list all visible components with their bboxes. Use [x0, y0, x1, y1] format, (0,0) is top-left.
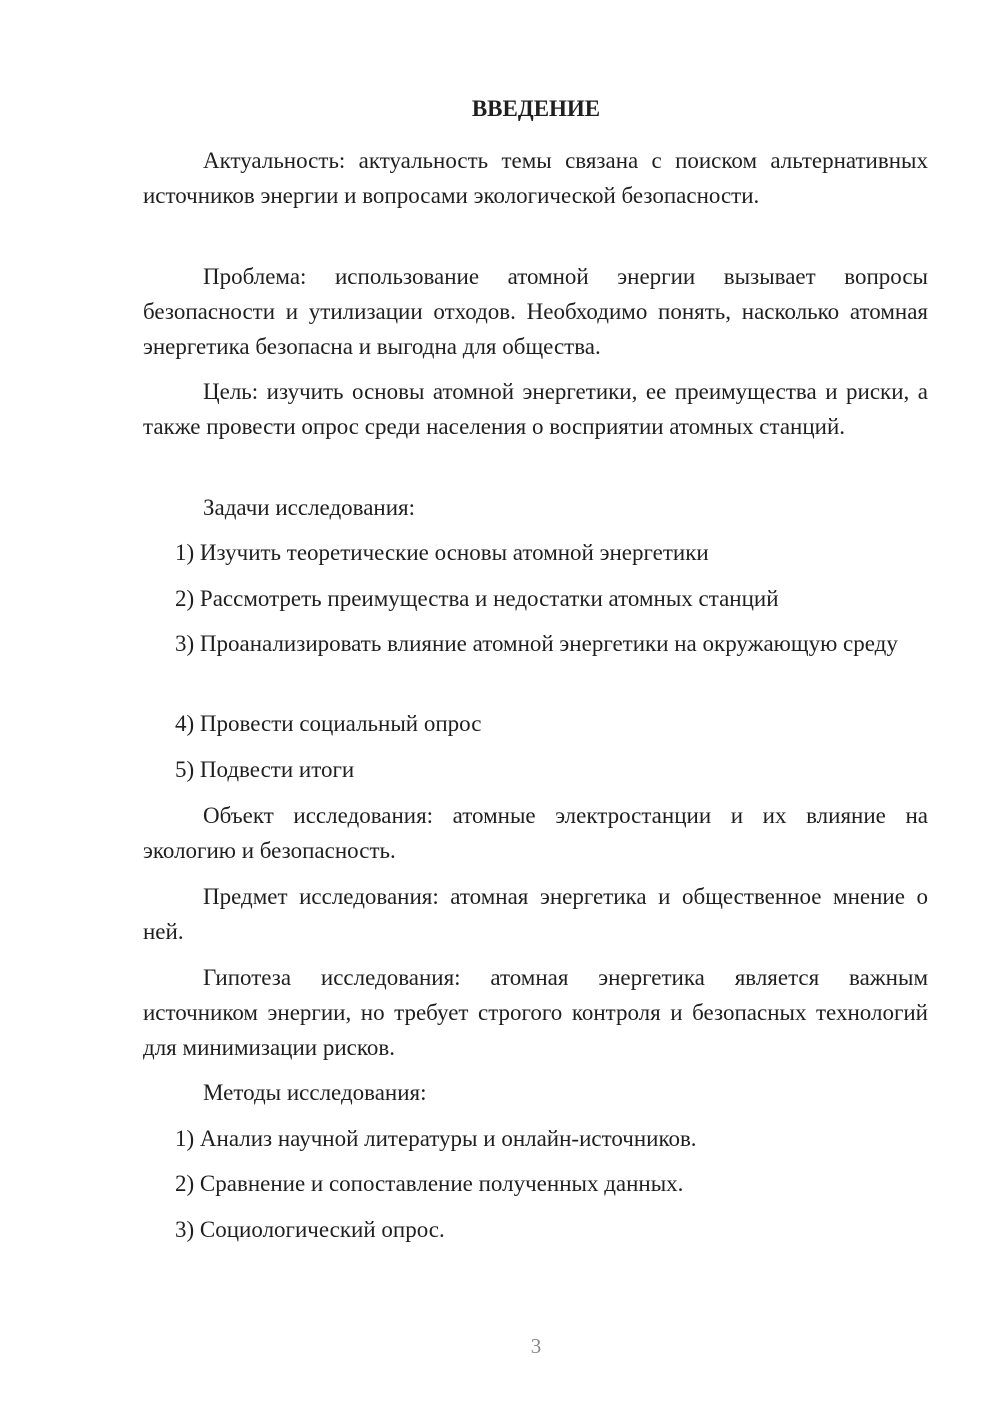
- method-item-3: 3) Социологический опрос.: [175, 1217, 445, 1242]
- subject-paragraph: Предмет исследования: атомная энергетика и общественное мнение о ней.: [143, 884, 928, 944]
- section-heading: ВВЕДЕНИЕ: [471, 96, 601, 121]
- method-item-2: 2) Сравнение и сопоставление полученных данных.: [175, 1171, 684, 1196]
- page-number: 3: [530, 1334, 542, 1358]
- task-item-3: 3) Проанализировать влияние атомной энергетики на окружающую среду: [175, 631, 898, 656]
- methods-heading: Методы исследования:: [203, 1080, 427, 1105]
- task-item-4: 4) Провести социальный опрос: [175, 711, 482, 736]
- task-item-2: 2) Рассмотреть преимущества и недостатки атомных станций: [175, 586, 779, 611]
- method-item-1: 1) Анализ научной литературы и онлайн-источников.: [175, 1126, 697, 1151]
- task-item-1: 1) Изучить теоретические основы атомной энергетики: [175, 540, 709, 565]
- goal-paragraph: Цель: изучить основы атомной энергетики, ее преимущества и риски, а также провести опрос среди населения о восприятии атомных станций.: [143, 379, 928, 439]
- relevance-paragraph: Актуальность: актуальность темы связана с поиском альтернативных источников энергии и вопросами экологической безопасности.: [143, 148, 928, 208]
- hypothesis-paragraph: Гипотеза исследования: атомная энергетика является важным источником энергии, но требует строгого контроля и безопасных технологий для минимизации рисков.: [143, 965, 928, 1060]
- task-item-5: 5) Подвести итоги: [175, 757, 355, 782]
- problem-paragraph: Проблема: использование атомной энергии вызывает вопросы безопасности и утилизации отходов. Необходимо понять, насколько атомная энергетика безопасна и выгодна для общества.: [143, 264, 928, 359]
- object-paragraph: Объект исследования: атомные электростанции и их влияние на экологию и безопасность.: [143, 803, 928, 863]
- tasks-heading: Задачи исследования:: [203, 495, 416, 520]
